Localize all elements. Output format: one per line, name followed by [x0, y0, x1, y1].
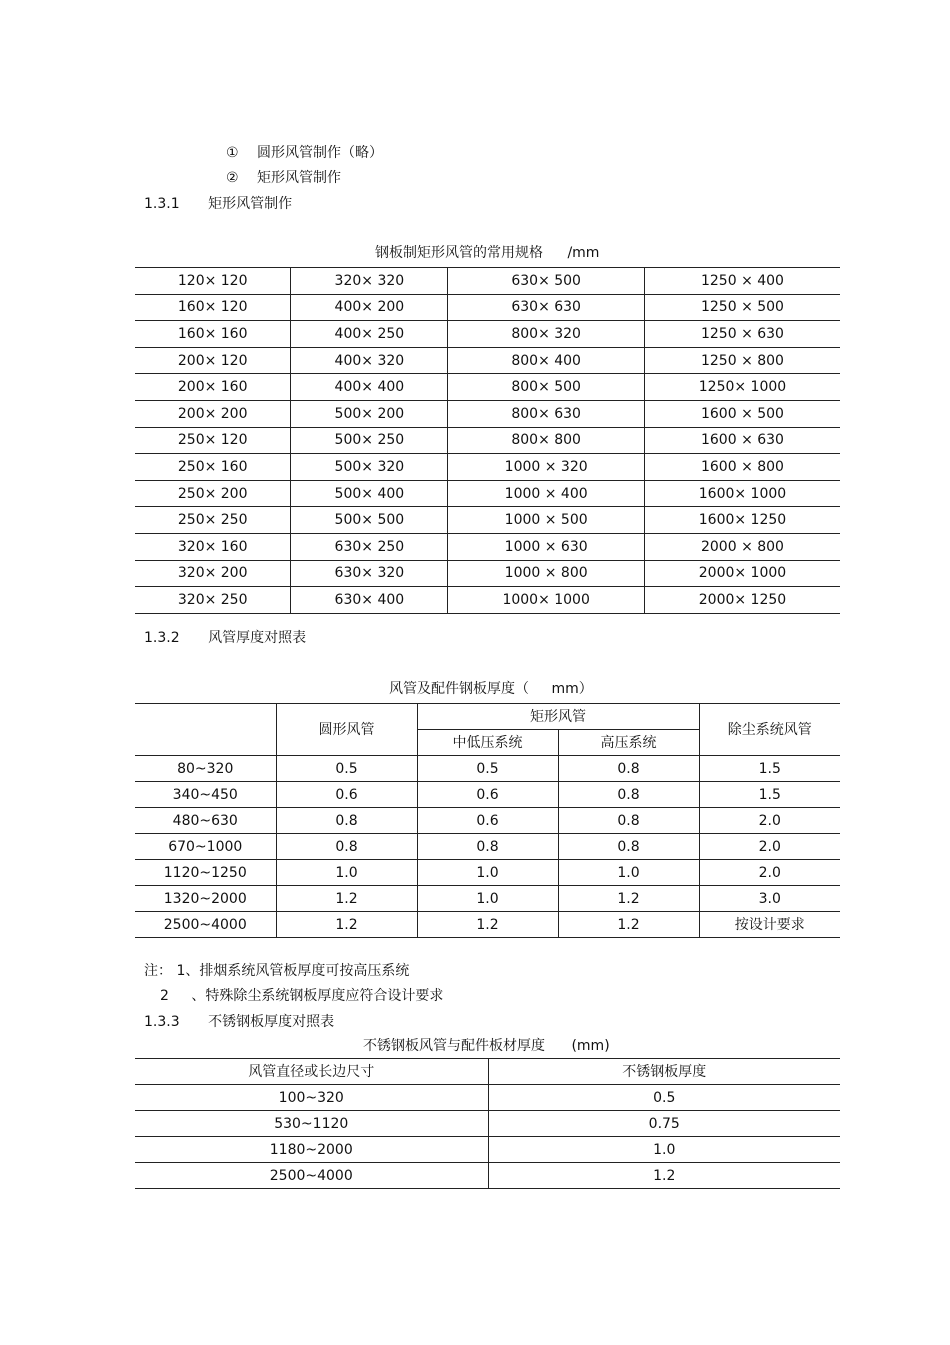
table-row — [135, 427, 840, 454]
table-cell: 1.2 — [276, 886, 417, 912]
table-cell: 320× 250 — [135, 587, 291, 614]
table-cell: 0.5 — [417, 756, 558, 782]
list-marker: ① — [226, 145, 239, 161]
table-cell: 1.2 — [276, 912, 417, 938]
table-cell: 500× 200 — [291, 400, 448, 427]
table1-caption — [375, 244, 599, 262]
table-cell: 1.0 — [276, 860, 417, 886]
table-header-row — [135, 1059, 840, 1085]
table-header-row — [135, 704, 840, 730]
table-cell: 120× 120 — [135, 268, 291, 295]
table-row — [135, 268, 840, 295]
header-cell-round: 圆形风管 — [276, 704, 417, 756]
table-cell: 160× 160 — [135, 321, 291, 348]
list-item-round-duct — [226, 144, 383, 162]
table-cell: 2.0 — [699, 808, 840, 834]
table-cell: 1600× 1000 — [644, 480, 840, 507]
table-cell: 670~1000 — [135, 834, 276, 860]
table-cell: 800× 800 — [448, 427, 645, 454]
table-cell: 1250 × 630 — [644, 321, 840, 348]
table-cell: 1000 × 500 — [448, 507, 645, 534]
table-cell: 800× 630 — [448, 400, 645, 427]
table-row — [135, 808, 840, 834]
table-cell: 500× 400 — [291, 480, 448, 507]
table-row — [135, 400, 840, 427]
table-cell: 320× 160 — [135, 533, 291, 560]
table-cell: 1.5 — [699, 782, 840, 808]
section-heading-131 — [144, 195, 292, 213]
caption-text: 风管及配件钢板厚度（ — [389, 681, 529, 697]
table-cell: 100~320 — [135, 1085, 488, 1111]
table-cell: 480~630 — [135, 808, 276, 834]
section-heading-133 — [144, 1013, 334, 1031]
header-cell-dust: 除尘系统风管 — [699, 704, 840, 756]
table-cell: 500× 500 — [291, 507, 448, 534]
table-cell: 320× 200 — [135, 560, 291, 587]
table-cell: 1.0 — [417, 860, 558, 886]
table-cell: 2000× 1250 — [644, 587, 840, 614]
caption-unit: (mm) — [571, 1038, 610, 1054]
table-row — [135, 294, 840, 321]
table-row — [135, 374, 840, 401]
caption-text: 钢板制矩形风管的常用规格 — [375, 245, 543, 261]
list-text: 矩形风管制作 — [257, 170, 342, 186]
table-cell: 250× 250 — [135, 507, 291, 534]
list-text: 圆形风管制作（略） — [257, 145, 384, 161]
table-cell: 1600× 1250 — [644, 507, 840, 534]
table-cell: 630× 250 — [291, 533, 448, 560]
table-cell: 0.8 — [276, 808, 417, 834]
table-cell: 1.2 — [558, 886, 699, 912]
caption-unit: /mm — [567, 245, 600, 261]
table-cell: 0.5 — [488, 1085, 840, 1111]
table-cell: 320× 320 — [291, 268, 448, 295]
table-cell: 200× 160 — [135, 374, 291, 401]
table-cell: 500× 250 — [291, 427, 448, 454]
stainless-thickness-table — [135, 1058, 840, 1189]
section-heading-132 — [144, 629, 306, 647]
caption-text: 不锈钢板风管与配件板材厚度 — [363, 1038, 545, 1054]
table-cell: 0.6 — [417, 782, 558, 808]
table-row — [135, 912, 840, 938]
table-row — [135, 507, 840, 534]
table-row — [135, 782, 840, 808]
table-cell: 160× 120 — [135, 294, 291, 321]
table-cell: 1250× 1000 — [644, 374, 840, 401]
table-cell: 630× 630 — [448, 294, 645, 321]
table-row — [135, 756, 840, 782]
table-cell: 1000 × 320 — [448, 454, 645, 481]
table-cell: 250× 120 — [135, 427, 291, 454]
table-cell: 1.0 — [488, 1137, 840, 1163]
header-cell-high-pressure: 高压系统 — [558, 730, 699, 756]
table-cell: 2.0 — [699, 834, 840, 860]
table-cell: 按设计要求 — [699, 912, 840, 938]
table-cell: 1600 × 800 — [644, 454, 840, 481]
table-cell: 2500~4000 — [135, 912, 276, 938]
header-cell-low-pressure: 中低压系统 — [417, 730, 558, 756]
table-cell: 0.8 — [558, 782, 699, 808]
table-row — [135, 886, 840, 912]
table-cell: 1250 × 400 — [644, 268, 840, 295]
table-cell: 400× 400 — [291, 374, 448, 401]
note-number: 2 — [160, 988, 169, 1004]
table-cell: 1.0 — [417, 886, 558, 912]
section-number: 1.3.3 — [144, 1014, 180, 1030]
note-line-1: 注： 1、排烟系统风管板厚度可按高压系统 — [144, 963, 410, 979]
table-row — [135, 860, 840, 886]
duct-size-table — [135, 267, 840, 614]
table-row — [135, 454, 840, 481]
table-cell: 500× 320 — [291, 454, 448, 481]
table-cell: 1.2 — [488, 1163, 840, 1189]
list-item-rect-duct — [226, 169, 341, 187]
table-cell: 340~450 — [135, 782, 276, 808]
caption-unit: mm） — [551, 681, 593, 697]
table-cell: 250× 160 — [135, 454, 291, 481]
table-cell: 1600 × 500 — [644, 400, 840, 427]
table-row — [135, 480, 840, 507]
section-number: 1.3.1 — [144, 196, 180, 212]
table-cell: 400× 320 — [291, 347, 448, 374]
table-cell: 1250 × 800 — [644, 347, 840, 374]
table-cell: 2500~4000 — [135, 1163, 488, 1189]
table-cell: 0.8 — [558, 756, 699, 782]
table-cell: 1000 × 400 — [448, 480, 645, 507]
table-cell: 2.0 — [699, 860, 840, 886]
table-cell: 1.5 — [699, 756, 840, 782]
section-title: 不锈钢板厚度对照表 — [208, 1014, 335, 1030]
table-cell: 1000 × 800 — [448, 560, 645, 587]
duct-thickness-table — [135, 703, 840, 938]
table-cell: 0.8 — [558, 834, 699, 860]
table-row — [135, 1111, 840, 1137]
table-cell: 630× 320 — [291, 560, 448, 587]
table-cell: 0.6 — [417, 808, 558, 834]
table-cell: 0.75 — [488, 1111, 840, 1137]
table-cell: 1250 × 500 — [644, 294, 840, 321]
table-cell: 800× 320 — [448, 321, 645, 348]
table-cell: 1120~1250 — [135, 860, 276, 886]
table-row — [135, 1137, 840, 1163]
table-cell: 1.2 — [417, 912, 558, 938]
table-cell: 1000 × 630 — [448, 533, 645, 560]
section-title: 矩形风管制作 — [208, 196, 293, 212]
table-row — [135, 1163, 840, 1189]
table-cell: 1.2 — [558, 912, 699, 938]
table-cell: 0.8 — [417, 834, 558, 860]
table-cell: 1.0 — [558, 860, 699, 886]
table-row — [135, 587, 840, 614]
table-cell: 2000 × 800 — [644, 533, 840, 560]
table-cell: 1000× 1000 — [448, 587, 645, 614]
section-number: 1.3.2 — [144, 630, 180, 646]
table-cell: 3.0 — [699, 886, 840, 912]
header-cell: 不锈钢板厚度 — [488, 1059, 840, 1085]
table-cell: 630× 500 — [448, 268, 645, 295]
table-cell: 0.6 — [276, 782, 417, 808]
table-cell: 800× 400 — [448, 347, 645, 374]
table-row — [135, 533, 840, 560]
table-cell: 250× 200 — [135, 480, 291, 507]
table-row — [135, 834, 840, 860]
table3-caption — [363, 1037, 610, 1055]
table-cell: 200× 120 — [135, 347, 291, 374]
table-row — [135, 560, 840, 587]
table-cell: 80~320 — [135, 756, 276, 782]
table-row — [135, 1085, 840, 1111]
table-row — [135, 321, 840, 348]
table-cell: 0.8 — [558, 808, 699, 834]
header-cell: 风管直径或长边尺寸 — [135, 1059, 488, 1085]
table-cell: 400× 250 — [291, 321, 448, 348]
header-cell-rect: 矩形风管 — [417, 704, 699, 730]
table-cell: 200× 200 — [135, 400, 291, 427]
table-cell: 800× 500 — [448, 374, 645, 401]
table-cell: 1600 × 630 — [644, 427, 840, 454]
table-cell: 0.8 — [276, 834, 417, 860]
table2-caption — [389, 680, 593, 698]
list-marker: ② — [226, 170, 239, 186]
table-cell: 2000× 1000 — [644, 560, 840, 587]
header-cell-size — [135, 704, 276, 756]
table-row — [135, 347, 840, 374]
table-cell: 630× 400 — [291, 587, 448, 614]
note-line-2 — [160, 987, 443, 1005]
table-cell: 0.5 — [276, 756, 417, 782]
section-title: 风管厚度对照表 — [208, 630, 307, 646]
table-cell: 530~1120 — [135, 1111, 488, 1137]
table-cell: 400× 200 — [291, 294, 448, 321]
table-cell: 1320~2000 — [135, 886, 276, 912]
note-text: 、特殊除尘系统钢板厚度应符合设计要求 — [191, 988, 444, 1004]
table-cell: 1180~2000 — [135, 1137, 488, 1163]
